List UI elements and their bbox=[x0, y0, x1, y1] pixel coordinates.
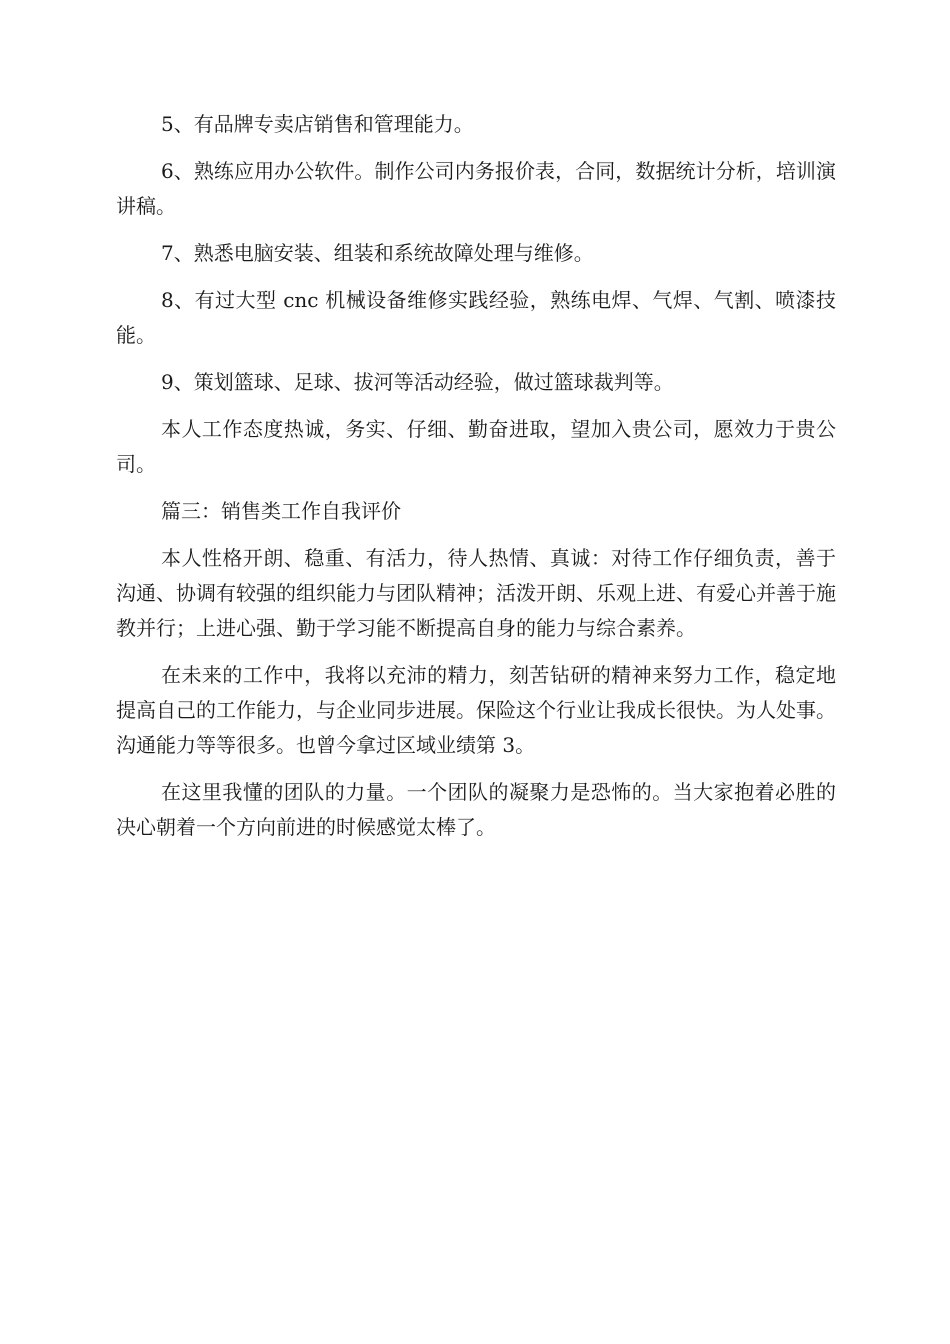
paragraph-item-7: 7、熟悉电脑安装、组装和系统故障处理与维修。 bbox=[161, 241, 594, 265]
section-heading: 篇三：销售类工作自我评价 bbox=[161, 499, 401, 523]
document-body bbox=[116, 107, 836, 857]
paragraph-future-work: 在未来的工作中，我将以充沛的精力，刻苦钻研的精神来努力工作，稳定地提高自己的工作能力，与企业同步进展。保险这个行业让我成长很快。为人处事。沟通能力等等很多。也曾今拿过区域业绩第 3。 bbox=[116, 663, 836, 757]
paragraph-item-6: 6、熟练应用办公软件。制作公司内务报价表，合同，数据统计分析，培训演讲稿。 bbox=[116, 159, 836, 218]
paragraph-item-9: 9、策划篮球、足球、拔河等活动经验，做过篮球裁判等。 bbox=[161, 370, 674, 394]
paragraph-team: 在这里我懂的团队的力量。一个团队的凝聚力是恐怖的。当大家抱着必胜的决心朝着一个方向前进的时候感觉太棒了。 bbox=[116, 780, 836, 839]
paragraph-item-5: 5、有品牌专卖店销售和管理能力。 bbox=[161, 112, 474, 136]
paragraph-closing-statement: 本人工作态度热诚，务实、仔细、勤奋进取，望加入贵公司，愿效力于贵公司。 bbox=[116, 417, 836, 476]
paragraph-item-8: 8、有过大型 cnc 机械设备维修实践经验，熟练电焊、气焊、气割、喷漆技能。 bbox=[116, 288, 836, 347]
paragraph-personality: 本人性格开朗、稳重、有活力，待人热情、真诚：对待工作仔细负责，善于沟通、协调有较强的组织能力与团队精神；活泼开朗、乐观上进、有爱心并善于施教并行；上进心强、勤于学习能不断提高自身的能力与综合素养。 bbox=[116, 546, 836, 640]
